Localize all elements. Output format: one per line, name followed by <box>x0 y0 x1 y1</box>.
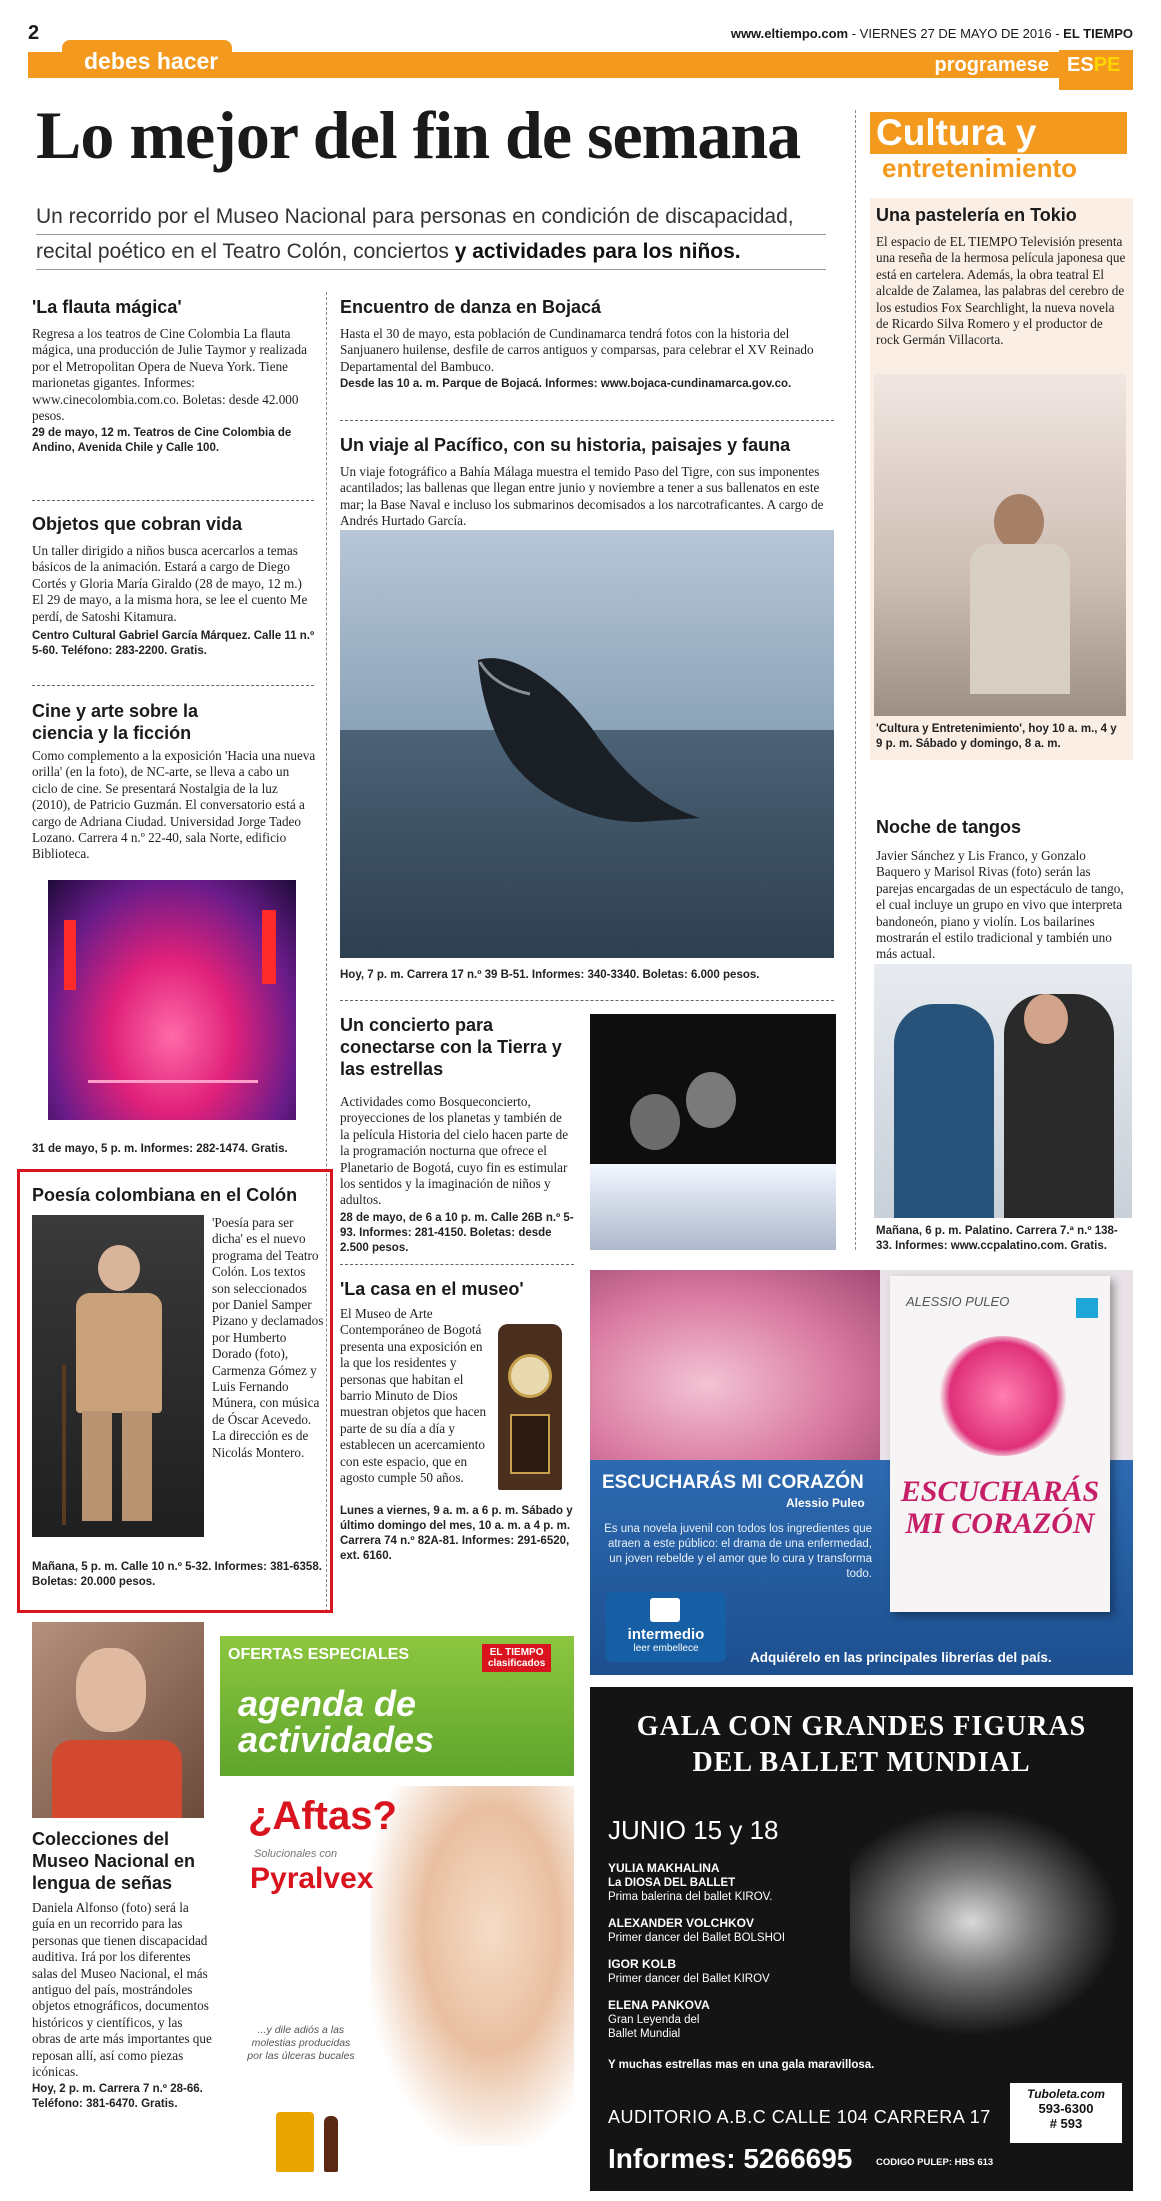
product-bottle <box>324 2116 338 2172</box>
site-url: www.eltiempo.com <box>730 26 849 41</box>
performer-role: Gran Leyenda del <box>608 2014 700 2026</box>
performer-list <box>608 1861 908 2041</box>
page-number: 2 <box>28 22 40 44</box>
ballet-dates: JUNIO 15 y 18 <box>608 1815 779 1845</box>
agenda-title-a: agenda de <box>238 1683 417 1724</box>
article-body: Un viaje fotográfico a Bahía Málaga muestra el temido Paso del Tigre, con sus imponentes acantilados; las ballenas que llegan entre junio y noviembre a tener a sus ballenatos en este mar; la Base Naval e incluso los submarinos decomisados a los narcotraficantes. A cargo de Andrés Hurtado García. <box>340 464 824 529</box>
article-title: Cine y arte sobre la ciencia y la ficción <box>32 701 199 743</box>
article-info: 28 de mayo, de 6 a 10 p. m. Calle 26B n.º 5-93. Informes: 281-4150. Boletas: desde 2.500 pesos. <box>340 1211 574 1254</box>
book-author: ALESSIO PULEO <box>906 1294 1010 1309</box>
article-cine <box>32 700 316 863</box>
article-info: 29 de mayo, 12 m. Teatros de Cine Colombia de Andino, Avenida Chile y Calle 100. <box>32 427 292 455</box>
ballet-pulep: CODIGO PULEP: HBS 613 <box>876 2157 994 2168</box>
divider <box>32 685 314 686</box>
article-body: Como complemento a la exposición 'Hacia una nueva orilla' (en la foto), de NC-arte, se lleva a cabo un ciclo de cine. Se presentará Nostalgia de la luz (2010), de Patricio Guzmán. El conversatorio está a cargo de Adriana Ciudad. Universidad Jorge Tadeo Lozano. Carrera 4 n.º 22-40, sala Norte, edificio Biblioteca. <box>32 748 316 862</box>
performer-name: ALEXANDER VOLCHKOV <box>608 1916 755 1930</box>
book-byline: Alessio Puleo <box>786 1496 865 1510</box>
clasificados-b: clasificados <box>488 1658 546 1669</box>
book-cta: Adquiérelo en las principales librerías del país. <box>750 1650 1052 1665</box>
tango-photo <box>874 964 1132 1218</box>
whale-photo <box>340 530 834 958</box>
book-ad <box>590 1270 1133 1675</box>
tuboleta-logo <box>1010 2083 1122 2143</box>
article-body: El espacio de EL TIEMPO Televisión presenta una reseña de la hermosa película japonesa que está en cartelera. Además, la obra teatral El alcalde de Zalamea, las palabras del cerebro de los estudios Fox Searchlight, la nueva novela de Ricardo Silva Romero y el productor de rock Germán Villacorta. <box>876 234 1126 348</box>
publisher-tag: leer embellece <box>633 1643 699 1654</box>
pyralvex-tagline: ...y dile adiós a las molestias producidas por las úlceras bucales <box>247 2024 355 2062</box>
article-title: Una pastelería en Tokio <box>876 205 1077 225</box>
article-title: Un concierto para conectarse con la Tierra y las estrellas <box>340 1015 562 1079</box>
article-info: 31 de mayo, 5 p. m. Informes: 282-1474. Gratis. <box>32 1143 288 1155</box>
article-body: Regresa a los teatros de Cine Colombia La flauta mágica, una producción de Julie Taymor y realizada por el Metropolitan Opera de Nueva York. Tiene marionetas gigantes. Informes: www.cinecolombia.com.co. Boletas: desde 42.000 pesos. <box>32 326 307 424</box>
article-title: 'La casa en el museo' <box>340 1279 524 1299</box>
article-title: Poesía colombiana en el Colón <box>32 1185 298 1205</box>
performer-role: Prima balerina del ballet KIROV. <box>608 1891 773 1903</box>
divider <box>340 1000 834 1001</box>
section-logo-a: ES <box>1067 54 1094 76</box>
whale-shape <box>340 530 834 958</box>
deck <box>36 200 826 270</box>
article-info: Lunes a viernes, 9 a. m. a 6 p. m. Sábado y último domingo del mes, 10 a. m. a 4 p. m. Carrera 74 n.º 82A-81. Informes: 291-6520, ext. 6160. <box>340 1505 573 1562</box>
divider <box>32 500 314 501</box>
model-photo <box>370 1786 574 2146</box>
article-body: Hasta el 30 de mayo, esta población de Cundinamarca tendrá fotos con la historia del Sanjuanero huilense, desfile de carros antiguos y comparsas, para celebrar el XV Reinado Departamental del Bambuco. <box>340 326 814 374</box>
article-title: 'La flauta mágica' <box>32 297 182 317</box>
article-casa <box>340 1278 574 1300</box>
article-flauta <box>32 296 316 456</box>
article-tangos <box>876 816 1126 963</box>
publisher-logo <box>606 1592 726 1662</box>
clasificados-a: EL TIEMPO <box>489 1647 544 1658</box>
deck-line-2-plain: recital poético en el Teatro Colón, conciertos <box>36 240 455 263</box>
guide-photo <box>32 1622 204 1818</box>
performer-role: Ballet Mundial <box>608 2028 681 2040</box>
sidebar-title-a: Cultura y <box>870 112 1127 154</box>
article-info: Hoy, 7 p. m. Carrera 17 n.º 39 B-51. Informes: 340-3340. Boletas: 6.000 pesos. <box>340 969 760 981</box>
actor-photo <box>32 1215 204 1537</box>
tuboleta-phone: 593-6300 <box>1038 2101 1094 2116</box>
cover-title-a: ESCUCHARÁS <box>900 1475 1100 1508</box>
issue-date: VIERNES 27 DE MAYO DE 2016 <box>859 26 1052 41</box>
performer-role: Primer dancer del Ballet KIROV <box>608 1973 770 1985</box>
performer-name: YULIA MAKHALINA <box>608 1861 720 1875</box>
masthead: www.eltiempo.com - VIERNES 27 DE MAYO DE 2016 - EL TIEMPO <box>730 26 1133 41</box>
performer <box>608 1916 908 1945</box>
ballet-ad <box>590 1687 1133 2191</box>
tuboleta-short: # 593 <box>1049 2116 1083 2131</box>
ballet-informes: Informes: 5266695 <box>608 2143 853 2174</box>
deck-line-2 <box>36 235 826 270</box>
paper-name: EL TIEMPO <box>1063 26 1133 41</box>
performer <box>608 1957 908 1986</box>
article-info: Hoy, 2 p. m. Carrera 7 n.º 28-66. Teléfono: 381-6470. Gratis. <box>32 2083 203 2111</box>
deck-line-2-bold: y actividades para los niños. <box>454 240 741 263</box>
performer-role: La DIOSA DEL BALLET <box>608 1877 736 1889</box>
article-info: Mañana, 6 p. m. Palatino. Carrera 7.ª n.º 138-33. Informes: www.ccpalatino.com. Gratis. <box>876 1225 1118 1252</box>
page-title: Lo mejor del fin de semana <box>36 97 801 173</box>
tuboleta-name: Tuboleta.com <box>1027 2087 1105 2101</box>
article-poesia <box>32 1184 322 1206</box>
article-info: 'Cultura y Entretenimiento', hoy 10 a. m., 4 y 9 p. m. Sábado y domingo, 8 a. m. <box>876 723 1117 750</box>
performer-name: ELENA PANKOVA <box>608 1998 710 2012</box>
article-title: Encuentro de danza en Bojacá <box>340 297 602 317</box>
article-body: Actividades como Bosqueconcierto, proyecciones de los planetas y también de la película Historia del cielo hacen parte de la programación nocturna que ofrece el Planetario de Bogotá, cuyo fin es estimular los sentidos y la imaginación de niños y adultos. <box>340 1094 569 1208</box>
divider <box>340 1264 574 1265</box>
performer <box>608 1861 908 1904</box>
divider <box>340 420 834 421</box>
sidebar-header <box>870 112 1127 184</box>
article-title: Noche de tangos <box>876 817 1022 837</box>
article-info: Desde las 10 a. m. Parque de Bojacá. Informes: www.bojaca-cundinamarca.gov.co. <box>340 378 792 391</box>
section-logo <box>1059 50 1133 90</box>
article-title: Objetos que cobran vida <box>32 514 243 534</box>
article-body: Un taller dirigido a niños busca acercarlos a temas básicos de la animación. Estará a cargo de Diego Cortés y Gloria María Giraldo (28 de mayo, 12 m.) El 29 de mayo, a la misma hora, se lee el cuento Me perdí, de Satoshi Kitamura. <box>32 543 308 624</box>
clock-photo <box>490 1314 570 1494</box>
article-body: Daniela Alfonso (foto) será la guía en un recorrido para las personas que tienen discapacidad auditiva. Irá por los diferentes salas del Museo Nacional, el más antiguo del país, mostrándoles objetos etnográficos, documentos históricos y científicos, y las obras de arte más importantes que reposan allí, así como piezas icónicas. <box>32 1900 212 2080</box>
book-title: ESCUCHARÁS MI CORAZÓN <box>602 1472 864 1493</box>
ballet-title-a: GALA CON GRANDES FIGURAS <box>636 1711 1087 1742</box>
article-info: Mañana, 5 p. m. Calle 10 n.º 5-32. Informes: 381-6358. Boletas: 20.000 pesos. <box>32 1561 322 1588</box>
article-body: El Museo de Arte Contemporáneo de Bogotá presenta una exposición en la que los residentes y personas que habitan el barrio Minuto de Dios muestran objetos que hacen parte de su día a día y establecen un acercamiento con este espacio, que en agosto cumple 50 años. <box>340 1306 487 1486</box>
performer-name: IGOR KOLB <box>608 1957 676 1971</box>
film-photo <box>874 374 1126 716</box>
article-danza <box>340 296 840 392</box>
ballet-tagline: Y muchas estrellas mas en una gala maravillosa. <box>608 2059 875 2071</box>
article-concierto <box>340 1014 574 1256</box>
performer-role: Primer dancer del Ballet BOLSHOI <box>608 1932 786 1944</box>
article-colecciones <box>32 1828 212 2112</box>
article-body: Javier Sánchez y Lis Franco, y Gonzalo Baquero y Marisol Rivas (foto) serán las parejas encargadas de un espectáculo de tango, el cual incluye un grupo en vivo que interpreta bandoneón, piano y violín. Los bailarines mostrarán el estilo tradicional y también uno más actual. <box>876 848 1124 962</box>
planetarium-photo <box>590 1014 836 1250</box>
article-objetos <box>32 513 316 659</box>
product-box <box>276 2112 314 2172</box>
ballet-venue: AUDITORIO A.B.C CALLE 104 CARRERA 17 <box>608 2107 991 2127</box>
book-cover <box>890 1276 1110 1612</box>
classifieds-ad <box>220 1636 574 2191</box>
section-logo-b: PE <box>1093 54 1121 76</box>
agenda-title-b: actividades <box>238 1719 435 1760</box>
hearts-art <box>938 1336 1068 1456</box>
pyralvex-brand: Pyralvex <box>250 1862 374 1895</box>
article-info: Centro Cultural Gabriel García Márquez. Calle 11 n.º 5-60. Teléfono: 283-2200. Gratis. <box>32 630 315 658</box>
section-right-label: programese <box>934 54 1049 76</box>
section-tab: debes hacer <box>62 40 232 78</box>
article-pasteleria <box>876 204 1126 349</box>
art-installation-photo <box>48 880 296 1120</box>
deck-line-1: Un recorrido por el Museo Nacional para personas en condición de discapacidad, <box>36 200 826 235</box>
article-title: Colecciones del Museo Nacional en lengua de señas <box>32 1829 196 1893</box>
book-blurb: Es una novela juvenil con todos los ingredientes que atraen a este público: el drama de una enfermedad, un joven rebelde y el amor que lo cura y transforma todo. <box>604 1523 872 1580</box>
article-body: 'Poesía para ser dicha' es el nuevo programa del Teatro Colón. Los textos son seleccionados por Daniel Samper Pizano y declamados por Humberto Dorado (foto), Carmenza Gómez y Luis Fernando Múnera, con música de Óscar Acevedo. La dirección es de Nicolás Montero. <box>212 1215 324 1460</box>
column-rule <box>855 110 856 1250</box>
article-title: Un viaje al Pacífico, con su historia, paisajes y fauna <box>340 435 791 455</box>
ofertas-label: OFERTAS ESPECIALES <box>228 1646 410 1663</box>
performer <box>608 1998 908 2041</box>
aftas-title: ¿Aftas? <box>248 1794 397 1838</box>
clasificados-logo <box>482 1644 551 1672</box>
cover-title-b: MI CORAZÓN <box>905 1507 1095 1540</box>
ballet-title-b: DEL BALLET MUNDIAL <box>692 1747 1031 1778</box>
book-ad-pages <box>590 1270 880 1460</box>
publisher-name: intermedio <box>627 1626 705 1643</box>
solucionales-label: Solucionales con <box>254 1848 338 1860</box>
sidebar-title-b: entretenimiento <box>882 153 1078 183</box>
publisher-mark <box>1076 1298 1098 1318</box>
article-pacifico <box>340 434 840 530</box>
